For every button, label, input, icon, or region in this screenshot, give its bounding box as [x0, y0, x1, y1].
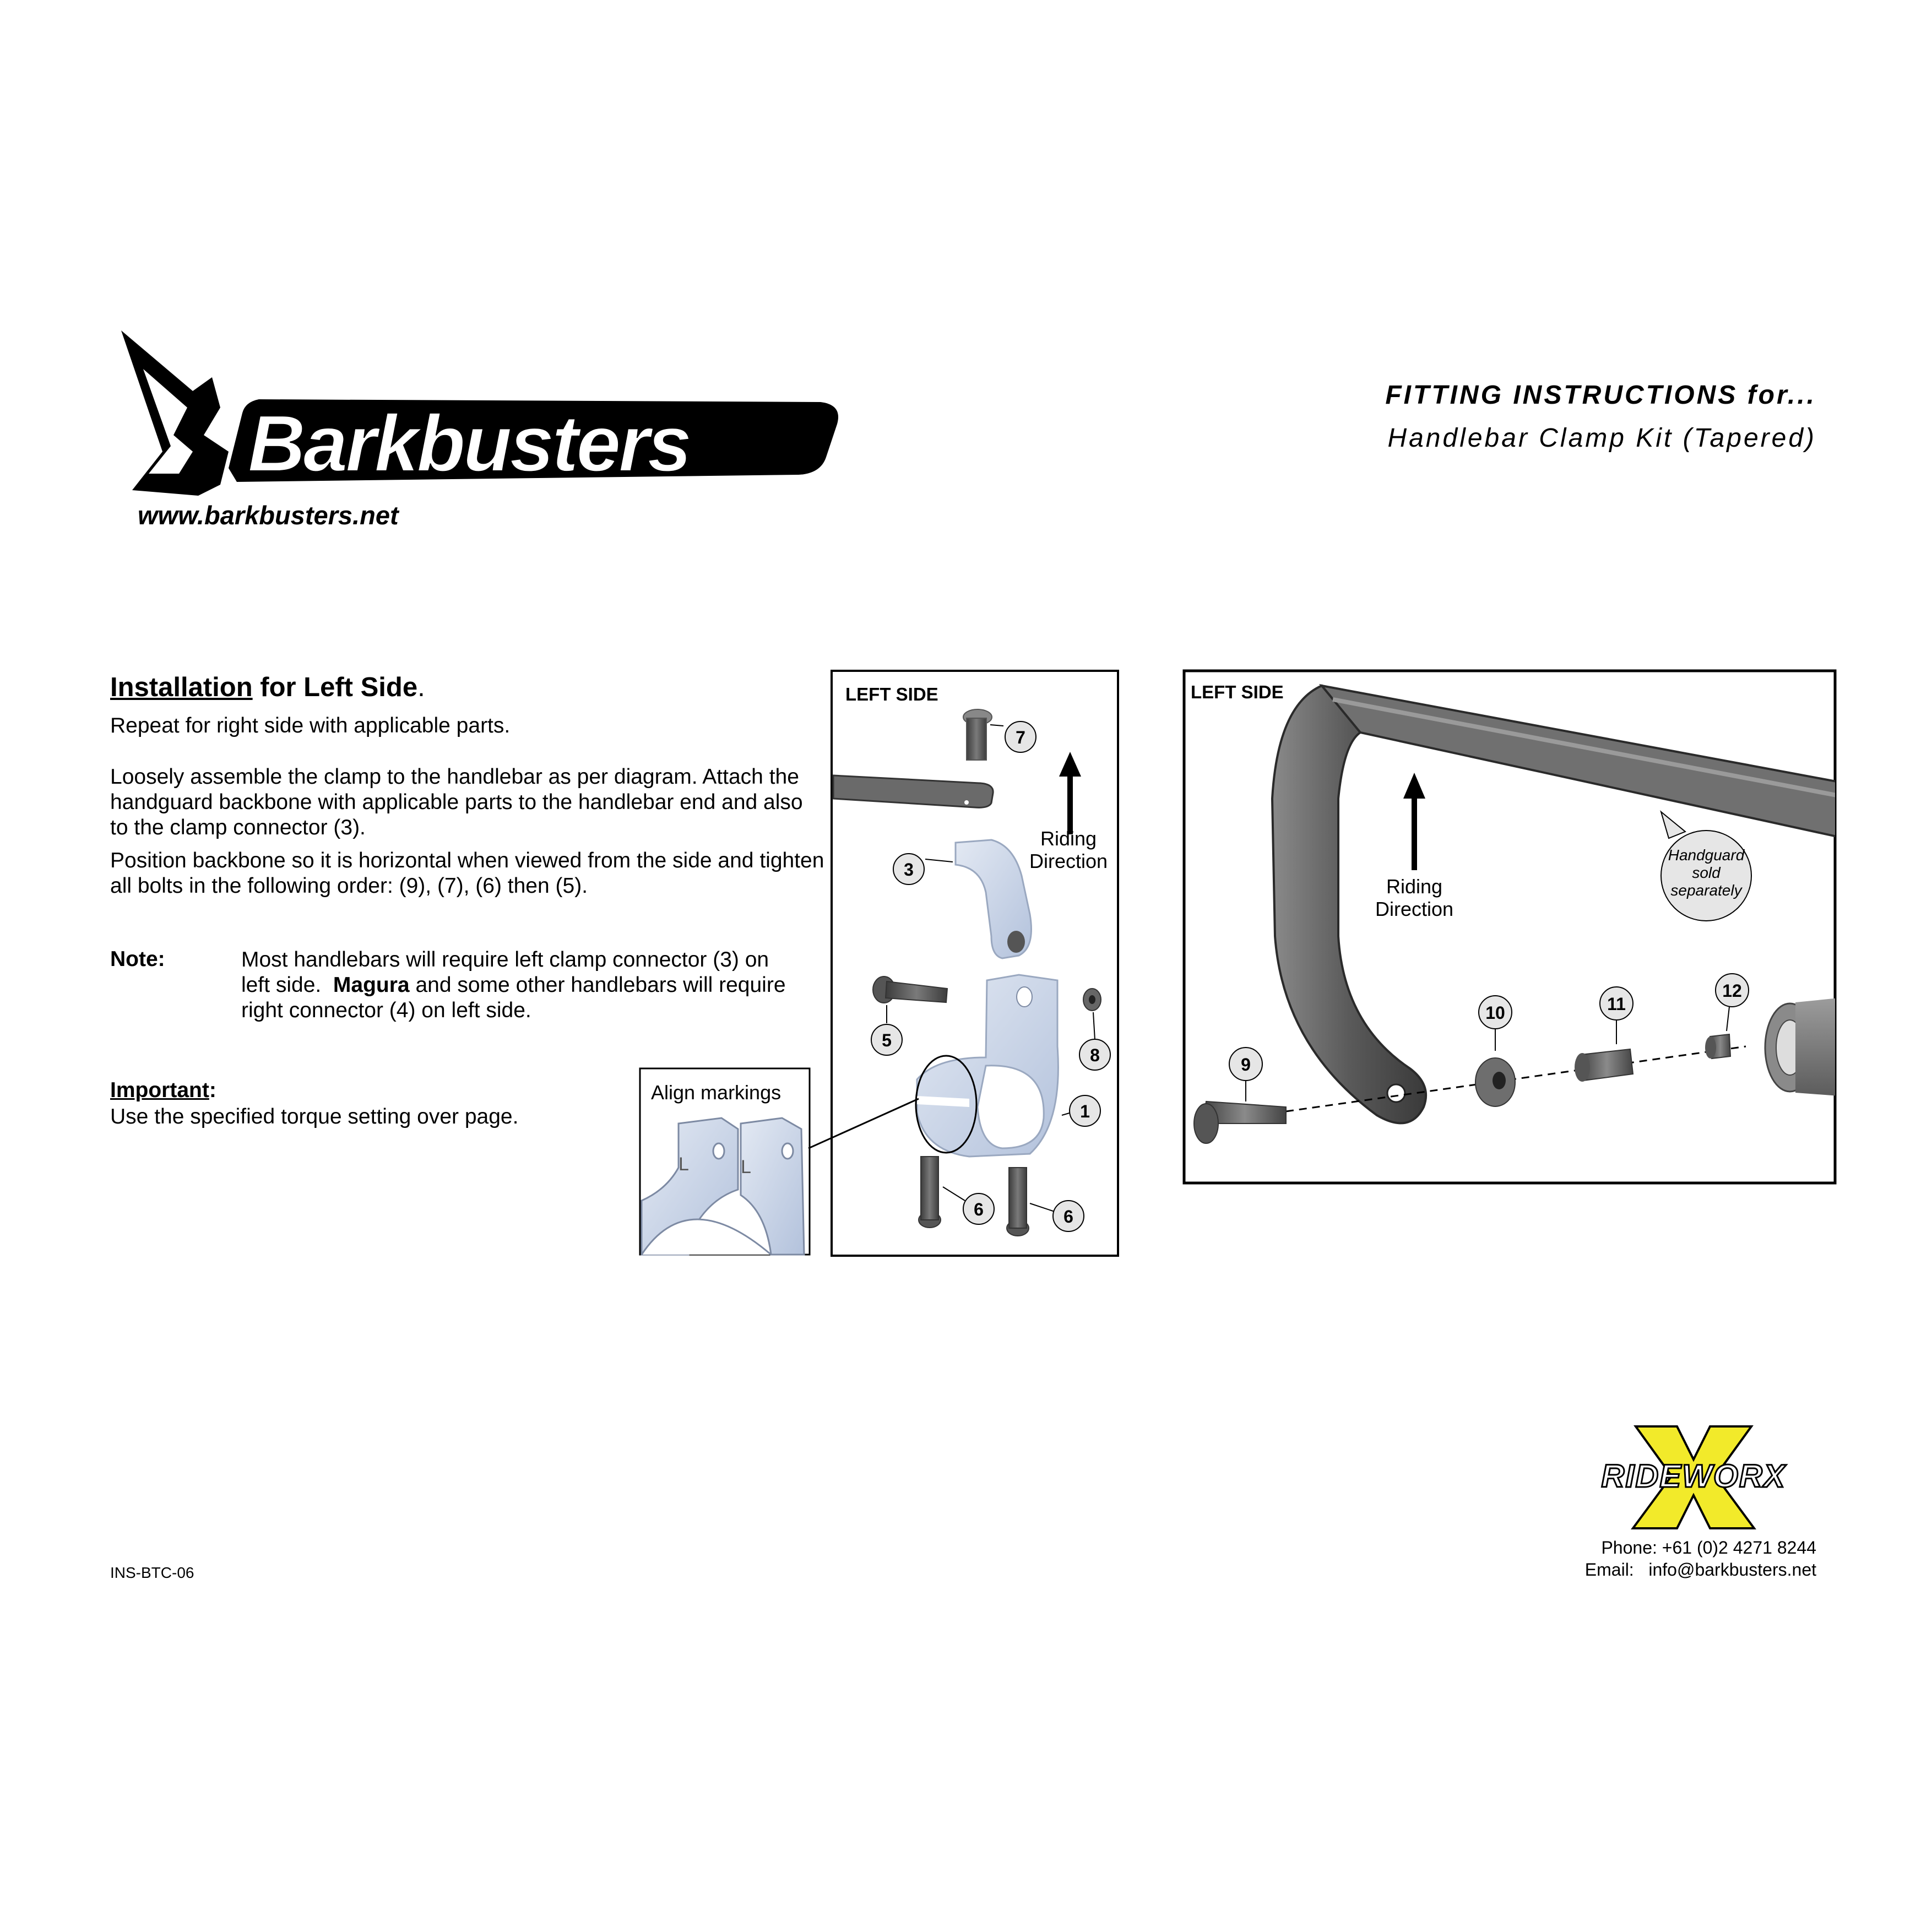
svg-text:6: 6: [1063, 1207, 1073, 1227]
email-label: Email:: [1584, 1560, 1634, 1580]
svg-text:7: 7: [1016, 728, 1025, 747]
part-12-nut: [1705, 1034, 1730, 1059]
phone-line: [1585, 1537, 1816, 1559]
installation-heading-dot: .: [417, 672, 425, 702]
svg-text:11: 11: [1607, 994, 1626, 1014]
svg-text:Handguard: Handguard: [1668, 846, 1745, 864]
left-diagram-label: LEFT SIDE: [845, 684, 938, 704]
repeat-text: Repeat for right side with applicable parts.: [110, 714, 511, 737]
important-colon: :: [209, 1078, 216, 1102]
svg-text:Barkbusters: Barkbusters: [248, 399, 690, 488]
phone-number[interactable]: +61 (0)2 4271 8244: [1662, 1538, 1816, 1557]
svg-text:3: 3: [904, 860, 914, 880]
important-label-text: Important: [110, 1078, 209, 1102]
note-text-bold: Magura: [333, 973, 410, 997]
right-riding-line1: Riding: [1386, 875, 1443, 898]
document-title: FITTING INSTRUCTIONS for...: [1385, 381, 1816, 410]
part-10-washer: [1475, 1058, 1515, 1106]
left-riding-line2: Direction: [1029, 850, 1108, 872]
svg-text:separately: separately: [1670, 882, 1742, 899]
svg-text:8: 8: [1090, 1045, 1100, 1065]
note-text-before: Most handlebars will require left clamp connector (3) on left side.: [241, 948, 775, 997]
document-code: INS-BTC-06: [110, 1564, 194, 1581]
note-text-after: and some other handlebars will require right connector (4) on left side.: [241, 973, 786, 1022]
phone-label: Phone:: [1601, 1538, 1657, 1557]
svg-text:9: 9: [1241, 1055, 1251, 1074]
svg-text:sold: sold: [1692, 864, 1721, 881]
svg-text:12: 12: [1722, 981, 1742, 1001]
step2-text: Position backbone so it is horizontal when viewed from the side and tighten all bolts in the following order: (9), (7), (6) then (5).: [110, 849, 824, 898]
website-url[interactable]: www.barkbusters.net: [138, 501, 399, 530]
document-subtitle: Handlebar Clamp Kit (Tapered): [1387, 424, 1816, 453]
note-label: Note:: [110, 947, 165, 971]
svg-text:5: 5: [882, 1030, 892, 1050]
step1-text: Loosely assemble the clamp to the handlebar as per diagram. Attach the handguard backbone with applicable parts to the handlebar end and also to the clamp connector (3).: [110, 765, 803, 839]
right-riding-line2: Direction: [1375, 898, 1454, 920]
installation-heading-rest: for Left Side: [252, 672, 418, 702]
right-diagram-label: LEFT SIDE: [1191, 682, 1284, 702]
installation-heading-underlined: Installation: [110, 672, 253, 702]
handlebar-grip: [1765, 998, 1839, 1096]
email-address[interactable]: info@barkbusters.net: [1648, 1560, 1816, 1580]
align-mark-right: L: [741, 1157, 751, 1177]
left-riding-line1: Riding: [1040, 827, 1097, 850]
align-mark-left: L: [679, 1154, 689, 1175]
svg-text:1: 1: [1080, 1101, 1090, 1121]
contact-block: [1585, 1537, 1816, 1581]
align-markings-label: Align markings: [651, 1081, 782, 1104]
email-line: [1585, 1559, 1816, 1581]
svg-text:6: 6: [974, 1200, 984, 1219]
svg-text:10: 10: [1485, 1003, 1505, 1023]
important-text: Use the specified torque setting over page.: [110, 1105, 519, 1128]
rideworx-wordmark: RIDEWORX: [1601, 1458, 1786, 1494]
rideworx-logo: [1570, 1421, 1817, 1531]
